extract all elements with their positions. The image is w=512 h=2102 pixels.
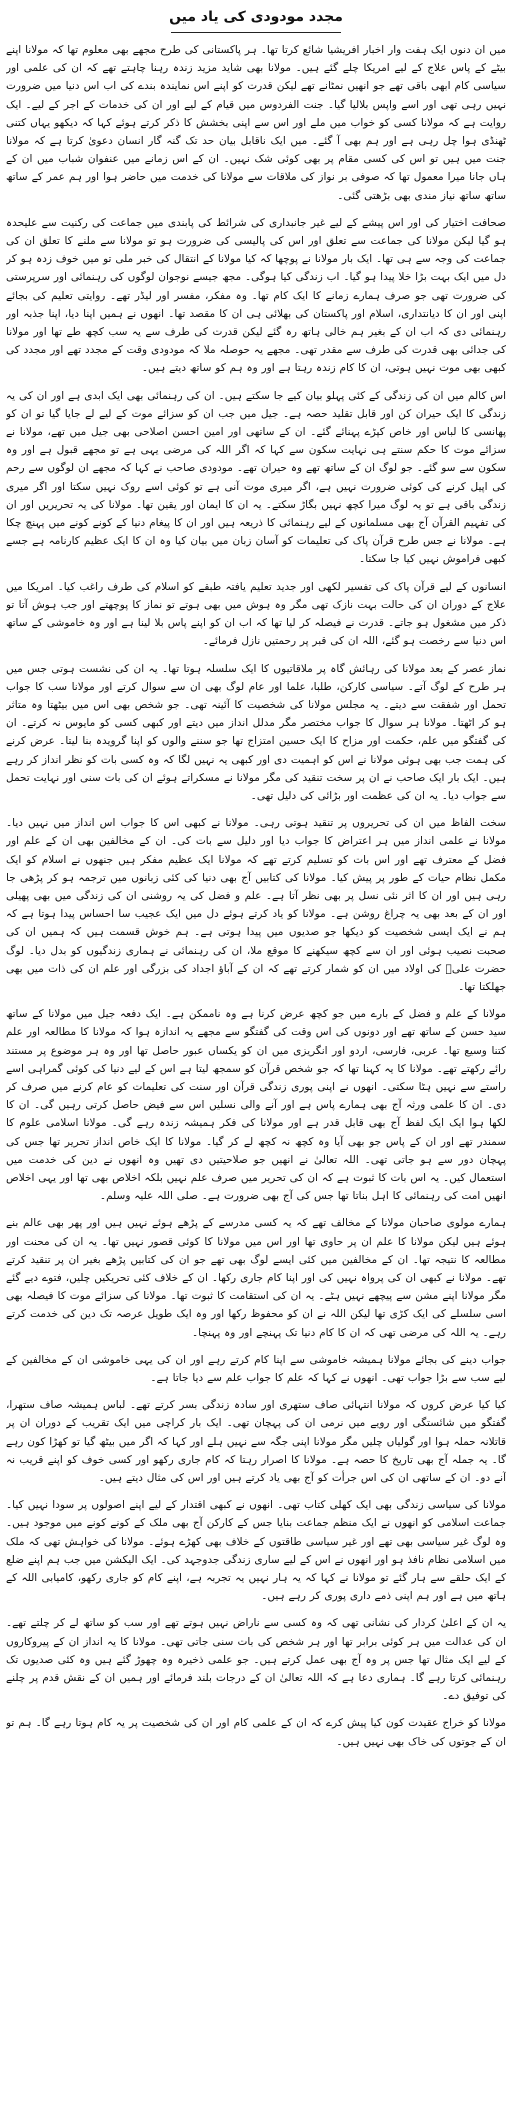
paragraph-2: صحافت اختیار کی اور اس پیشے کے لیے غیر جانبداری کی شرائط کی پابندی میں جماعت کی رکنیت سے علیحدہ ہو گیا لیکن مولانا کی جماعت سے تعلق اور اس کی پالیسی کی ضرورت ہو تو مولانا سے ملنے کا تعلق ان کی جماعت کی وجہ سے ہی تھا۔ ایک بار مولانا نے پوچھا کہ کیا مولانا کے انتقال کی خبر ملی تو میں خوف زدہ ہو کر دل میں ایک بہت بڑا خلا پیدا ہو گیا۔ اب زندگی کیا ہوگی۔ مجھ جیسے نوجوان لوگوں کی رہنمائی اور سرپرستی کی ضرورت تھی جو صرف ہمارے زمانے کا ایک کام تھا۔ وہ مفکر، مفسر اور لیڈر تھے۔ روایتی تعلیم کی بجائے اپنی اور ان کا دیانتداری، اسلام اور پاکستان کی بھلائی ہی ان کا مقصد تھا۔ انھوں نے ہمیں اپنا دیا، اپنا جذبہ اور رہنمائی دی کہ اب ان کے بغیر ہم خالی ہاتھ رہ گئے لیکن قدرت کی طرف سے یہ سب کچھ طے تھا اور مولانا کی جدائی بھی قدرت کی طرف سے مقدر تھی۔ مجھے یہ حوصلہ ملا کہ مودودی وقت کے مجدد تھے اور مجدد کی کبھی بھی موت نہیں ہوتی، ان کا کام زندہ رہتا ہے اور وہ ہم کو ساتھ دیتے ہیں۔ bbox=[6, 216, 506, 375]
paragraph-9: جواب دینے کی بجائے مولانا ہمیشہ خاموشی سے اپنا کام کرتے رہے اور ان کی یہی خاموشی ان کے مخالفین کے لیے سب سے بڑا جواب تھی۔ انھوں نے کہا کہ علم کا جواب علم سے دیا جاتا ہے۔ bbox=[6, 1353, 506, 1385]
newspaper-column bbox=[6, 6, 506, 2096]
article-title: مجدد مودودی کی یاد میں bbox=[169, 9, 343, 25]
paragraph-11: مولانا کی سیاسی زندگی بھی ایک کھلی کتاب تھی۔ انھوں نے کبھی اقتدار کے لیے اپنے اصولوں پر سودا نہیں کیا۔ جماعت اسلامی کو انھوں نے ایک منظم جماعت بنایا جس کے کارکن آج بھی ملک کے کونے کونے میں موجود ہیں۔ وہ لوگ غیر سیاسی بھی تھے اور غیر سیاسی طاقتوں کے خلاف بھی کھڑے ہوئے۔ مولانا کی خواہش تھی کہ ملک میں اسلامی نظام نافذ ہو اور انھوں نے اس کے لیے ساری زندگی جدوجہد کی۔ ایک الیکشن میں جب ہم اپنے ضلع کے ایک حلقے سے ہار گئے تو مولانا نے کہا کہ یہ ہار نہیں یہ تجربہ ہے، اپنے کام کو جاری رکھو، کامیابی اللہ کے ہاتھ میں ہے اور ہم اپنی ذمے داری پوری کر رہے ہیں۔ bbox=[6, 1499, 506, 1603]
paragraph-5: نماز عصر کے بعد مولانا کی رہائش گاہ پر ملاقاتیوں کا ایک سلسلہ ہوتا تھا۔ یہ ان کی نشست ہوتی جس میں ہر طرح کے لوگ آتے۔ سیاسی کارکن، طلبا، علما اور عام لوگ بھی ان سے سوال کرتے اور مولانا سب کا جواب تحمل اور شفقت سے دیتے۔ یہ مجلس مولانا کی شخصیت کا آئینہ تھی۔ جو شخص بھی اس میں بیٹھتا وہ متاثر ہو کر اٹھتا۔ مولانا ہر سوال کا جواب مختصر مگر مدلل انداز میں دیتے اور کبھی کسی کو مایوس نہ کرتے۔ ان کی گفتگو میں علم، حکمت اور مزاح کا ایک حسین امتزاج تھا جو سننے والوں کو اپنا گرویدہ بنا لیتا۔ عرض کرنے کی ہمت جب بھی ہوئی مولانا نے اس کو اہمیت دی اور کبھی یہ نہیں لگا کہ وہ کسی بات کو نظر انداز کر رہے ہیں۔ ایک بار ایک صاحب نے ان پر سخت تنقید کی مگر مولانا نے مسکراتے ہوئے ان کی بات سنی اور نہایت تحمل سے جواب دیا۔ یہ ان کی عظمت اور بڑائی کی دلیل تھی۔ bbox=[6, 662, 506, 802]
title-underline bbox=[171, 32, 341, 33]
article-body bbox=[6, 41, 506, 1751]
paragraph-13: مولانا کو خراج عقیدت کون کیا پیش کرے کہ ان کے علمی کام اور ان کی شخصیت پر یہ کام ہوتا رہے گا۔ ہم تو ان کے جوتوں کی خاک بھی نہیں ہیں۔ bbox=[6, 1717, 506, 1748]
paragraph-12: یہ ان کے اعلیٰ کردار کی نشانی تھی کہ وہ کسی سے ناراض نہیں ہوتے تھے اور سب کو ساتھ لے کر چلتے تھے۔ ان کی عدالت میں ہر کوئی برابر تھا اور ہر شخص کی بات سنی جاتی تھی۔ مولانا کا یہ انداز ان کے پیروکاروں کے لیے ایک مثال تھا جس پر وہ آج بھی عمل کرتے ہیں۔ جو علمی ذخیرہ وہ چھوڑ گئے ہیں وہ کئی صدیوں تک رہنمائی کرتا رہے گا۔ ہماری دعا ہے کہ اللہ تعالیٰ ان کے درجات بلند فرمائے اور ہمیں ان کے نقش قدم پر چلنے کی توفیق دے۔ bbox=[6, 1617, 506, 1703]
paragraph-3: اس کالم میں ان کی زندگی کے کئی پہلو بیان کیے جا سکتے ہیں۔ ان کی رہنمائی بھی ایک ابدی ہے اور ان کی یہ زندگی کا ایک حیران کن اور قابل تقلید حصہ ہے۔ جیل میں جب ان کو سزائے موت کے لیے لے جایا گیا تو ان کو پھانسی کا لباس اور خاص کپڑے پہنائے گئے۔ ان کے ساتھی اور امین احسن اصلاحی بھی جیل میں تھے، مولانا نے سزائے موت کا حکم سنتے ہی نہایت سکون سے کہا کہ اگر اللہ کی مرضی یہی ہے تو مجھے قبول ہے اور وہ سکون سے سو گئے۔ جو لوگ ان کے ساتھ تھے وہ حیران تھے۔ مودودی صاحب نے کہا کہ مجھے ان لوگوں سے رحم کی اپیل کرنے کی کوئی ضرورت نہیں ہے، اگر میری موت آنی ہے تو کوئی اسے روک نہیں سکتا اور اگر میری زندگی باقی ہے تو یہ لوگ میرا کچھ نہیں بگاڑ سکتے۔ یہ ان کا ایمان اور یقین تھا۔ مولانا کی یہ تحریریں اور ان کی تفہیم القرآن آج بھی مسلمانوں کے لیے رہنمائی کا ذریعہ ہیں اور ان کا پیغام دنیا کے کونے کونے میں پہنچ چکا ہے۔ مولانا نے جس طرح قرآن پاک کی تعلیمات کو آسان زبان میں بیان کیا وہ ان کا ایک عظیم کارنامہ ہے جسے کبھی فراموش نہیں کیا جا سکتا۔ bbox=[6, 389, 506, 566]
paragraph-6: سخت الفاظ میں ان کی تحریروں پر تنقید ہوتی رہی۔ مولانا نے کبھی اس کا جواب اس انداز میں نہیں دیا۔ مولانا نے علمی انداز میں ہر اعتراض کا جواب دیا اور دلیل سے بات کی۔ ان کے مخالفین بھی ان کے علم اور فضل کے معترف تھے اور اس بات کو تسلیم کرتے تھے کہ مولانا ایک عظیم مفکر ہیں جنھوں نے اسلام کو ایک مکمل نظام حیات کے طور پر پیش کیا۔ مولانا کی کتابیں آج بھی دنیا کی کئی زبانوں میں ترجمہ ہو کر پڑھی جا رہی ہیں اور ان کا اثر نئی نسل پر بھی نظر آتا ہے۔ علم و فضل کی یہ روشنی ان کی زندگی میں بھی پھیلی اور ان کے بعد بھی یہ چراغ روشن ہے۔ مولانا کو یاد کرتے ہوئے دل میں ایک عجیب سا احساس پیدا ہوتا ہے کہ ہم نے ایک ایسی شخصیت کو دیکھا جو صدیوں میں پیدا ہوتی ہے۔ ہم خوش قسمت ہیں کہ ہمیں ان کی صحبت نصیب ہوئی اور ان سے کچھ سیکھنے کا موقع ملا، ان کی رہنمائی نے ہماری زندگیوں کو بدل دیا۔ لوگ حضرت علیؓ کی اولاد میں ان کو شمار کرتے تھے کہ ان کے آباؤ اجداد کی بزرگی اور علم ان کی ذات میں بھی جھلکتا تھا۔ bbox=[6, 817, 506, 993]
paragraph-8: ہمارے مولوی صاحبان مولانا کے مخالف تھے کہ یہ کسی مدرسے کے پڑھے ہوئے نہیں ہیں اور پھر بھی عالم بنے ہوئے ہیں لیکن مولانا کا علم ان پر حاوی تھا اور اس میں مولانا کا کوئی قصور نہیں تھا۔ یہ ان کی محنت اور مطالعہ کا نتیجہ تھا۔ ان کے مخالفین میں کئی ایسے لوگ بھی تھے جو ان کی کتابیں پڑھے بغیر ان پر تنقید کرتے تھے۔ مولانا نے کبھی ان کی پرواہ نہیں کی اور اپنا کام جاری رکھا۔ ان کے خلاف کئی تحریکیں چلیں، فتوے دیے گئے مگر مولانا اپنے مشن سے پیچھے نہیں ہٹے۔ یہ ان کی استقامت کا ثبوت تھا۔ مولانا کی سزائے موت کا فیصلہ بھی اسی سلسلے کی ایک کڑی تھا لیکن اللہ نے ان کو محفوظ رکھا اور وہ ایک طویل عرصہ تک دین کی خدمت کرتے رہے۔ یہ اللہ کی مرضی تھی کہ ان کا کام دنیا تک پہنچے اور وہ پہنچا۔ bbox=[6, 1217, 506, 1339]
paragraph-7: مولانا کے علم و فضل کے بارے میں جو کچھ عرض کرنا ہے وہ ناممکن ہے۔ ایک دفعہ جیل میں مولانا کے ساتھ سید حسن کے ساتھ تھے اور دونوں کی اس وقت کی گفتگو سے مجھے یہ اندازہ ہوا کہ مولانا کا مطالعہ اور علم کتنا وسیع تھا۔ عربی، فارسی، اردو اور انگریزی میں ان کو یکساں عبور حاصل تھا اور وہ ہر موضوع پر مستند رائے رکھتے تھے۔ مولانا کا یہ کہنا تھا کہ جو شخص قرآن کو سمجھ لیتا ہے اس کے لیے دنیا کی کوئی گمراہی اسے راستے سے نہیں ہٹا سکتی۔ انھوں نے اپنی پوری زندگی قرآن اور سنت کی تعلیمات کو عام کرنے میں صرف کر دی۔ ان کا علمی ورثہ آج بھی ہمارے پاس ہے اور آنے والی نسلیں اس سے فیض حاصل کرتی رہیں گی۔ ان کا لکھا ہوا ایک ایک لفظ آج بھی قابل قدر ہے اور مولانا کی فکر ہمیشہ زندہ رہے گی۔ مولانا اسلامی علوم کا سمندر تھے اور ان کے پاس جو بھی آیا وہ کچھ نہ کچھ لے کر گیا۔ مولانا کا ایک خاص انداز تحریر تھا جس کی پہچان دور سے ہو جاتی تھی۔ اللہ تعالیٰ نے انھیں جو صلاحیتیں دی تھیں وہ انھوں نے دین کی خدمت میں استعمال کیں۔ یہ اس بات کا ثبوت ہے کہ ان کی تحریر میں صرف علم نہیں بلکہ اخلاص بھی تھا اور یہی اخلاص انھیں امت کی رہنمائی کا اہل بناتا تھا جس کی آج بھی ضرورت ہے۔ صلی اللہ علیہ وسلم۔ bbox=[6, 1008, 506, 1203]
paragraph-4: انسانوں کے لیے قرآن پاک کی تفسیر لکھی اور جدید تعلیم یافتہ طبقے کو اسلام کی طرف راغب کیا۔ امریکا میں علاج کے دوران ان کی حالت بہت نازک تھی مگر وہ ہوش میں بھی ہوتے تو نماز کا پوچھتے اور جب ہوش آتا تو ذکر میں مشغول ہو جاتے۔ قدرت نے فیصلہ کر لیا تھا کہ اب ان کو اپنے پاس بلا لینا ہے اور وہ خاموشی کے ساتھ اس دنیا سے رخصت ہو گئے، اللہ ان کی قبر پر رحمتیں نازل فرمائے۔ bbox=[6, 580, 506, 648]
paragraph-1: میں ان دنوں ایک ہفت وار اخبار افریشیا شائع کرتا تھا۔ ہر پاکستانی کی طرح مجھے بھی معلوم تھا کہ مولانا اپنے بیٹے کے پاس علاج کے لیے امریکا چلے گئے ہیں۔ مولانا بھی شاید مزید زندہ رہنا چاہتے تھے کہ ان کی علمی اور سیاسی کام ابھی باقی تھے جو انھیں نمٹانے تھے لیکن قدرت کو اپنے اس نمایندہ بندے کی اب اس دنیا میں ضرورت نہیں رہی تھی اور اسے واپس بلالیا گیا۔ جنت الفردوس میں قیام کے لیے اور ان کی خدمات کے اجر کے لیے۔ ایک روایت ہے کہ مولانا کسی کو خواب میں ملے اور اس سے اپنی بخشش کا ذکر کرتے ہوئے کہا کہ دیکھو یہاں کتنی ٹھنڈی ہوا چل رہی ہے اور ہم بھی آ گئے۔ میں ایک ناقابل بیان حد تک گنہ گار انسان دعویٰ کرتا ہے کہ مولانا جنت میں ہیں تو اس کی کسی مقام پر بھی کوئی شک نہیں۔ ان کے اس زمانے میں عنفوان شباب میں ان کے ہاں جانا میرا معمول تھا کہ صوفی بر نواز کی ملاقات سے مولانا کی خدمت میں حاضر ہوا اور ہم عمر کے ساتھ ساتھ ساتھ نیاز مندی بھی بڑھتی گئی۔ bbox=[6, 44, 506, 202]
paragraph-10: کیا کیا عرض کروں کہ مولانا انتہائی صاف ستھری اور سادہ زندگی بسر کرتے تھے۔ لباس ہمیشہ صاف ستھرا، گفتگو میں شائستگی اور رویے میں نرمی ان کی پہچان تھی۔ ایک بار کراچی میں ایک تقریب کے دوران ان پر قاتلانہ حملہ ہوا اور گولیاں چلیں مگر مولانا اپنی جگہ سے نہیں ہلے اور کہا کہ اگر میں بیٹھ گیا تو کھڑا کون رہے گا۔ یہ جملہ آج بھی تاریخ کا حصہ ہے۔ مولانا کا اصرار رہتا کہ کام جاری رکھو اور کسی خوف کو اپنے قریب نہ آنے دو۔ ان کے ساتھی ان کی اس جرأت کو آج بھی یاد کرتے ہیں اور اس کی مثال دیتے ہیں۔ bbox=[6, 1399, 506, 1485]
